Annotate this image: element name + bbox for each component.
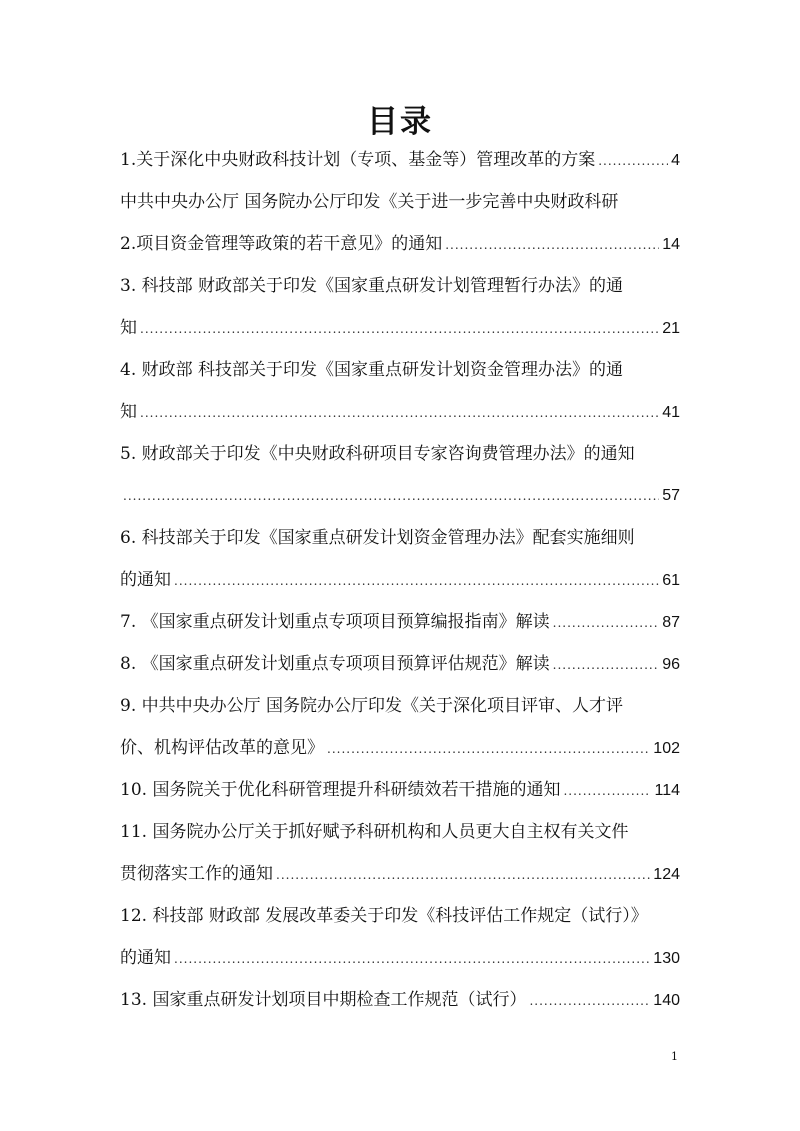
toc-page-number: 102	[653, 740, 680, 757]
toc-entry-text: 12. 科技部 财政部 发展改革委关于印发《科技评估工作规定（试行）》	[120, 906, 648, 926]
toc-line	[120, 942, 680, 974]
dot-leader	[140, 313, 659, 345]
toc-line	[120, 270, 680, 302]
toc-line	[120, 690, 680, 722]
toc-entry-text: 8. 《国家重点研发计划重点专项项目预算评估规范》解读	[120, 654, 550, 674]
toc-line	[120, 900, 680, 932]
toc-page-number: 21	[662, 320, 680, 337]
toc-entry-text: 10. 国务院关于优化科研管理提升科研绩效若干措施的通知	[120, 780, 561, 800]
toc-line	[120, 438, 680, 470]
toc-line	[120, 312, 680, 344]
page-number: 1	[671, 1050, 678, 1063]
toc-entry-text: 价、机构评估改革的意见》	[120, 738, 324, 758]
toc-line	[120, 186, 680, 218]
toc-page-number: 140	[653, 992, 680, 1009]
toc-page-number: 124	[653, 866, 680, 883]
page-title: 目录	[367, 104, 433, 140]
dot-leader	[123, 480, 659, 512]
toc-line	[120, 144, 680, 176]
toc-line	[120, 816, 680, 848]
toc-entry-text: 2.项目资金管理等政策的若干意见》的通知	[120, 234, 443, 254]
toc-entry-text: 贯彻落实工作的通知	[120, 864, 273, 884]
toc-line	[120, 480, 680, 512]
toc-page-number: 87	[662, 614, 680, 631]
toc-page-number: 14	[662, 236, 680, 253]
dot-leader	[327, 733, 650, 765]
toc-entry-text: 的通知	[120, 948, 171, 968]
toc-line	[120, 228, 680, 260]
dot-leader	[529, 985, 650, 1017]
dot-leader	[598, 145, 668, 177]
toc-entry-text: 6. 科技部关于印发《国家重点研发计划资金管理办法》配套实施细则	[120, 528, 635, 548]
toc-line	[120, 564, 680, 596]
toc-page-number: 130	[653, 950, 680, 967]
dot-leader	[553, 649, 660, 681]
dot-leader	[140, 397, 659, 429]
toc-page-number: 4	[671, 152, 680, 169]
toc-line	[120, 648, 680, 680]
dot-leader	[563, 775, 651, 807]
dot-leader	[445, 229, 659, 261]
toc-line	[120, 858, 680, 890]
toc-line	[120, 522, 680, 554]
toc-entry-text: 13. 国家重点研发计划项目中期检查工作规范（试行）	[120, 990, 527, 1010]
toc-entry-text: 中共中央办公厅 国务院办公厅印发《关于进一步完善中央财政科研	[120, 192, 619, 212]
toc-entry-text: 4. 财政部 科技部关于印发《国家重点研发计划资金管理办法》的通	[120, 360, 624, 380]
toc-page-number: 57	[662, 487, 680, 504]
toc-page-number: 96	[662, 656, 680, 673]
toc-entry-text: 1.关于深化中央财政科技计划（专项、基金等）管理改革的方案	[120, 150, 596, 170]
toc-entry-text: 知	[120, 318, 137, 338]
dot-leader	[174, 565, 659, 597]
toc-page-number: 114	[654, 782, 680, 799]
toc-page-number: 61	[662, 572, 680, 589]
toc-entry-text: 7. 《国家重点研发计划重点专项项目预算编报指南》解读	[120, 612, 550, 632]
toc-line	[120, 774, 680, 806]
toc-entry-text: 3. 科技部 财政部关于印发《国家重点研发计划管理暂行办法》的通	[120, 276, 624, 296]
toc-line	[120, 396, 680, 428]
toc-line	[120, 732, 680, 764]
toc-line	[120, 606, 680, 638]
toc-entry-text: 知	[120, 402, 137, 422]
dot-leader	[174, 943, 650, 975]
toc-entry-text: 9. 中共中央办公厅 国务院办公厅印发《关于深化项目评审、人才评	[120, 696, 624, 716]
toc-line	[120, 354, 680, 386]
dot-leader	[553, 607, 660, 639]
dot-leader	[276, 859, 650, 891]
toc-entry-text: 的通知	[120, 570, 171, 590]
toc-entry-text: 5. 财政部关于印发《中央财政科研项目专家咨询费管理办法》的通知	[120, 444, 635, 464]
toc-line	[120, 984, 680, 1016]
toc-page-number: 41	[662, 404, 680, 421]
toc-entry-text: 11. 国务院办公厅关于抓好赋予科研机构和人员更大自主权有关文件	[120, 822, 629, 842]
